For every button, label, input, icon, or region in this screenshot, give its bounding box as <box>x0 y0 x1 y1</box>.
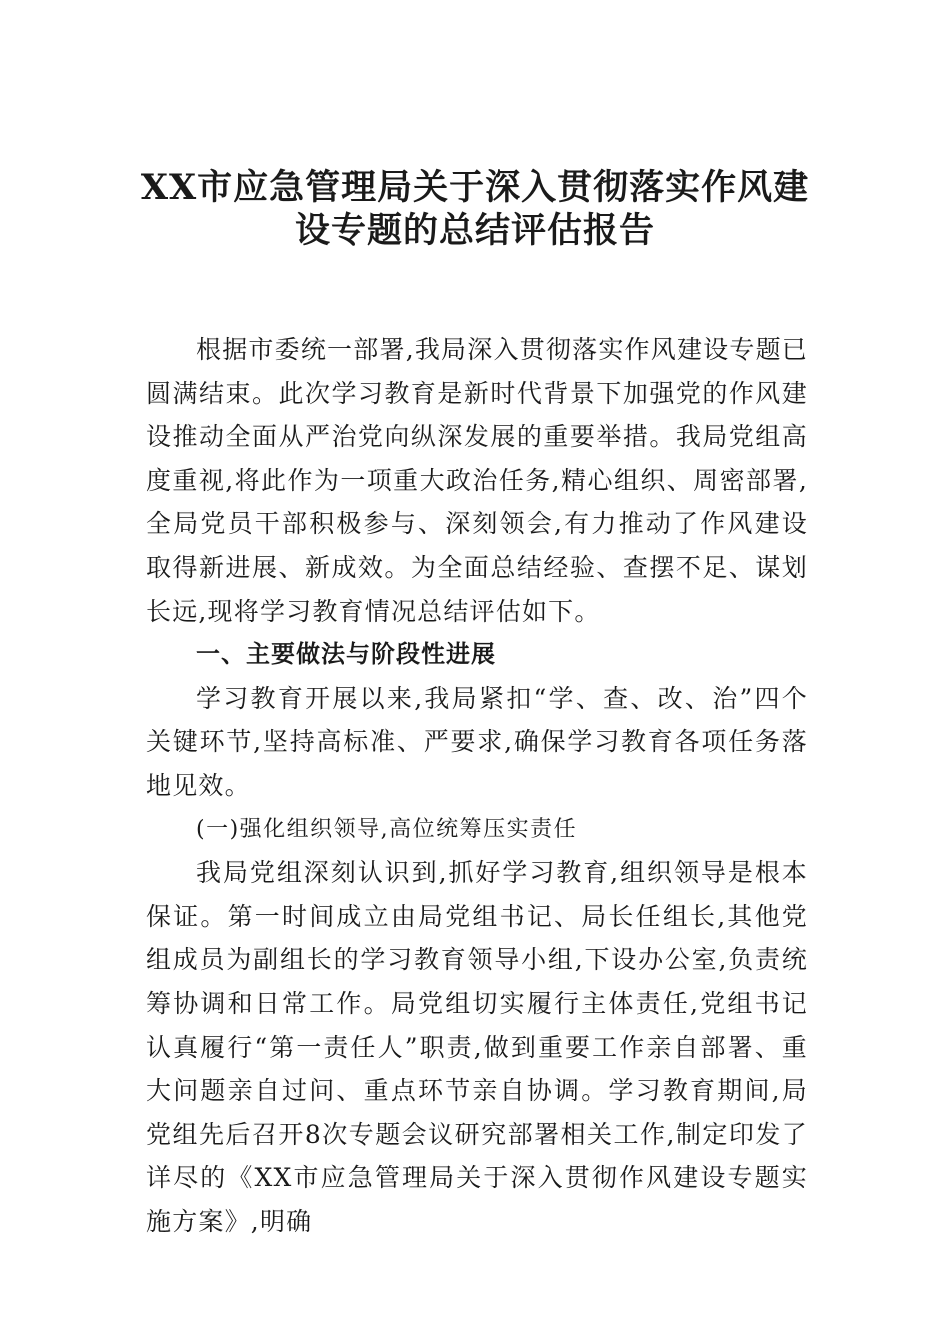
document-title-line-1: XX市应急管理局关于深入贯彻落实作风建 <box>140 167 810 208</box>
subsection-1-heading: (一)强化组织领导,高位统筹压实责任 <box>196 816 578 842</box>
section-1-heading: 一、主要做法与阶段性进展 <box>196 640 496 669</box>
section-1-paragraph: 学习教育开展以来,我局紧扣“学、查、改、治”四个关键环节,坚持高标准、严要求,确保学习教育各项任务落地见效。 <box>146 683 808 800</box>
intro-paragraph: 根据市委统一部署,我局深入贯彻落实作风建设专题已圆满结束。此次学习教育是新时代背景下加强党的作风建设推动全面从严治党向纵深发展的重要举措。我局党组高度重视,将此作为一项重大政治任务,精心组织、周密部署,全局党员干部积极参与、深刻领会,有力推动了作风建设取得新进展、新成效。为全面总结经验、查摆不足、谋划长远,现将学习教育情况总结评估如下。 <box>146 335 808 626</box>
document-title-line-2: 设专题的总结评估报告 <box>294 210 655 251</box>
subsection-1-paragraph: 我局党组深刻认识到,抓好学习教育,组织领导是根本保证。第一时间成立由局党组书记、局长任组长,其他党组成员为副组长的学习教育领导小组,下设办公室,负责统筹协调和日常工作。局党组切实履行主体责任,党组书记认真履行“第一责任人”职责,做到重要工作亲自部署、重大问题亲自过问、重点环节亲自协调。学习教育期间,局党组先后召开8次专题会议研究部署相关工作,制定印发了详尽的《XX市应急管理局关于深入贯彻作风建设专题实施方案》,明确 <box>146 858 808 1236</box>
document-body <box>146 328 808 1243</box>
